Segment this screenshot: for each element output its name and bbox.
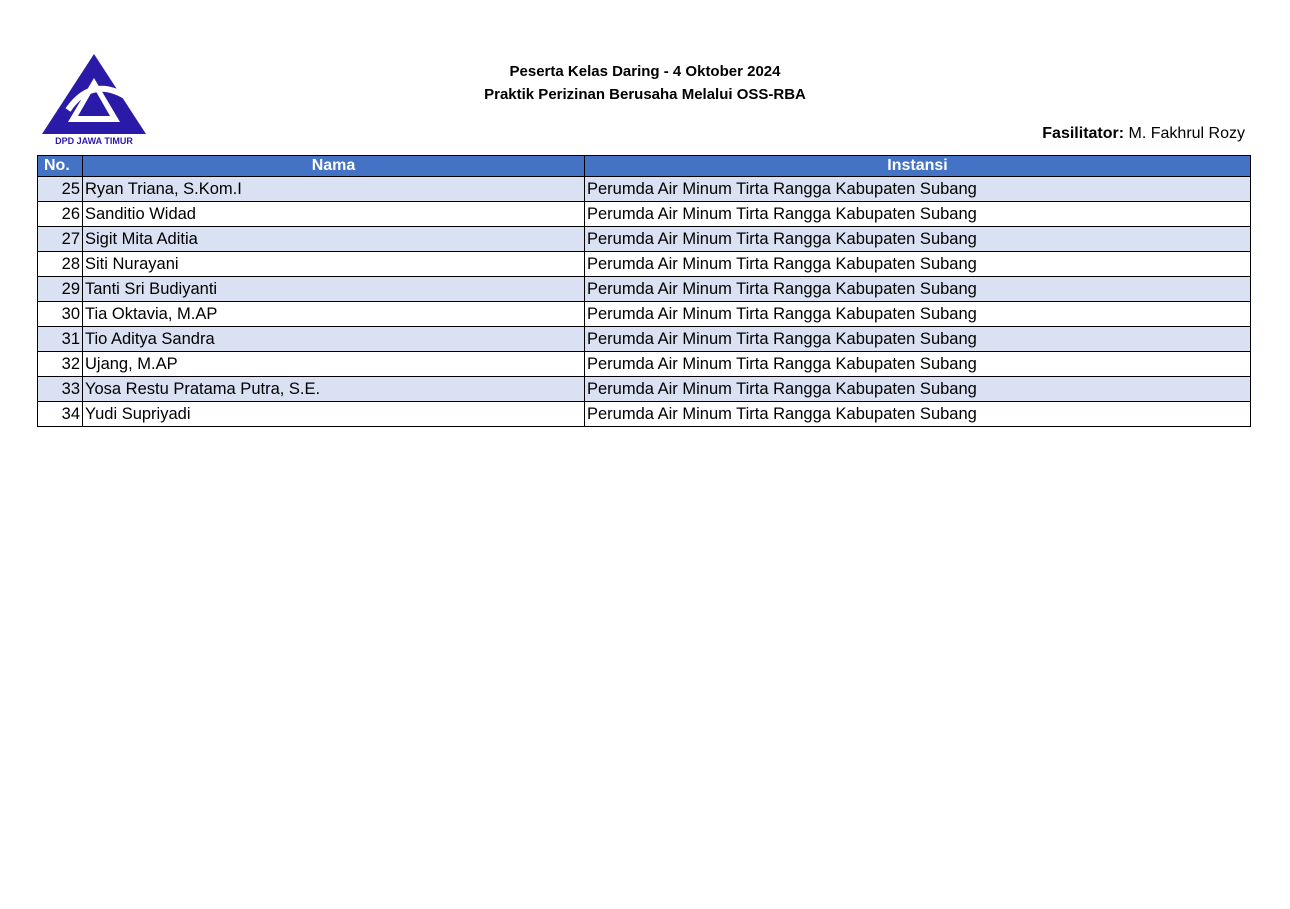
header-institution: Instansi xyxy=(585,156,1251,177)
cell-institution: Perumda Air Minum Tirta Rangga Kabupaten Subang xyxy=(585,377,1251,402)
table-row xyxy=(38,377,1251,402)
table-row xyxy=(38,402,1251,427)
cell-no: 27 xyxy=(38,227,83,252)
table-row xyxy=(38,327,1251,352)
table-row xyxy=(38,227,1251,252)
cell-name: Ujang, M.AP xyxy=(83,352,585,377)
cell-institution: Perumda Air Minum Tirta Rangga Kabupaten Subang xyxy=(585,302,1251,327)
cell-institution: Perumda Air Minum Tirta Rangga Kabupaten Subang xyxy=(585,402,1251,427)
cell-no: 29 xyxy=(38,277,83,302)
cell-name: Tanti Sri Budiyanti xyxy=(83,277,585,302)
table-row xyxy=(38,277,1251,302)
logo-caption: DPD JAWA TIMUR xyxy=(55,136,133,146)
cell-name: Ryan Triana, S.Kom.I xyxy=(83,177,585,202)
cell-no: 25 xyxy=(38,177,83,202)
cell-institution: Perumda Air Minum Tirta Rangga Kabupaten Subang xyxy=(585,327,1251,352)
cell-name: Tio Aditya Sandra xyxy=(83,327,585,352)
cell-institution: Perumda Air Minum Tirta Rangga Kabupaten Subang xyxy=(585,227,1251,252)
cell-name: Yosa Restu Pratama Putra, S.E. xyxy=(83,377,585,402)
facilitator-name: M. Fakhrul Rozy xyxy=(1128,125,1245,142)
cell-no: 31 xyxy=(38,327,83,352)
table-row xyxy=(38,352,1251,377)
header-no: No. xyxy=(38,156,83,177)
cell-institution: Perumda Air Minum Tirta Rangga Kabupaten Subang xyxy=(585,352,1251,377)
cell-no: 28 xyxy=(38,252,83,277)
facilitator-label: Fasilitator: xyxy=(1042,125,1125,142)
header-row xyxy=(38,156,1251,177)
table-row xyxy=(38,252,1251,277)
participant-table xyxy=(37,155,1251,427)
cell-no: 26 xyxy=(38,202,83,227)
cell-name: Yudi Supriyadi xyxy=(83,402,585,427)
title-line-1: Peserta Kelas Daring - 4 Oktober 2024 xyxy=(509,63,781,80)
cell-institution: Perumda Air Minum Tirta Rangga Kabupaten Subang xyxy=(585,252,1251,277)
cell-institution: Perumda Air Minum Tirta Rangga Kabupaten Subang xyxy=(585,277,1251,302)
table-row xyxy=(38,177,1251,202)
page-title xyxy=(0,60,1290,106)
facilitator-line xyxy=(1042,124,1245,144)
cell-institution: Perumda Air Minum Tirta Rangga Kabupaten Subang xyxy=(585,202,1251,227)
table-row xyxy=(38,202,1251,227)
table-header xyxy=(38,156,1251,177)
table-row xyxy=(38,302,1251,327)
cell-name: Siti Nurayani xyxy=(83,252,585,277)
title-line-2: Praktik Perizinan Berusaha Melalui OSS-RBA xyxy=(484,86,806,103)
cell-no: 30 xyxy=(38,302,83,327)
table-body xyxy=(38,177,1251,427)
cell-name: Tia Oktavia, M.AP xyxy=(83,302,585,327)
cell-name: Sanditio Widad xyxy=(83,202,585,227)
cell-institution: Perumda Air Minum Tirta Rangga Kabupaten Subang xyxy=(585,177,1251,202)
header-name: Nama xyxy=(83,156,585,177)
cell-name: Sigit Mita Aditia xyxy=(83,227,585,252)
cell-no: 32 xyxy=(38,352,83,377)
cell-no: 33 xyxy=(38,377,83,402)
cell-no: 34 xyxy=(38,402,83,427)
